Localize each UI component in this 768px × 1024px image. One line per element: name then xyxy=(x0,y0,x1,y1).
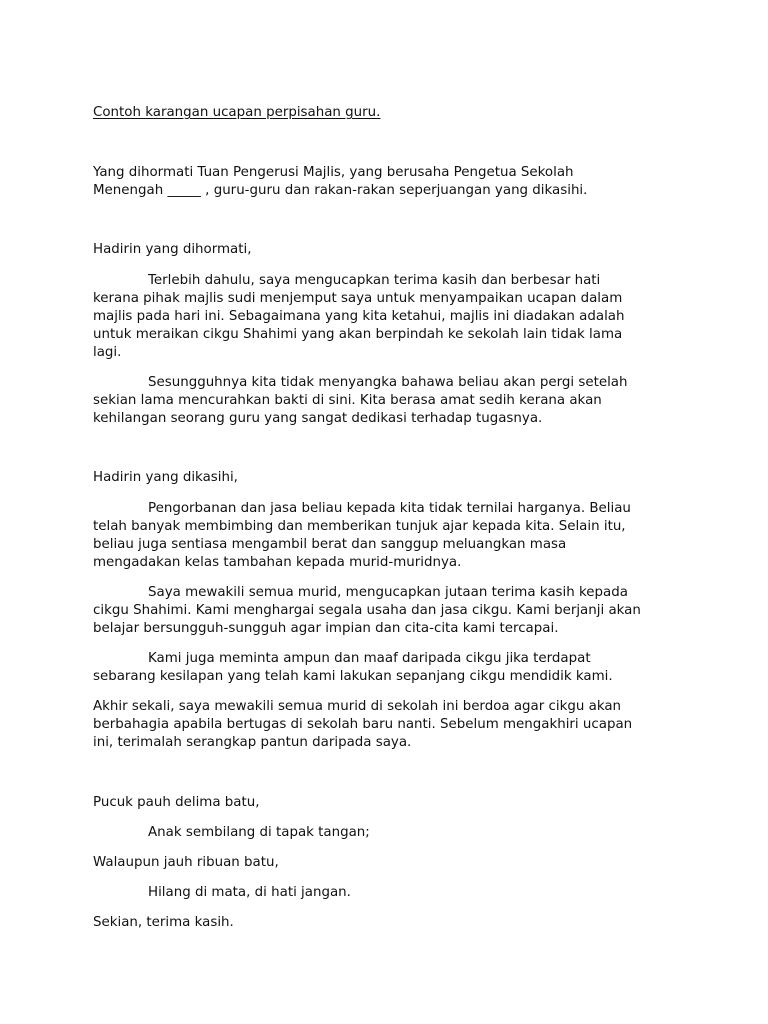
pantun-line-4: Hilang di mata, di hati jangan. xyxy=(148,885,351,900)
salutation-line-1: Yang dihormati Tuan Pengerusi Majlis, yang berusaha Pengetua Sekolah xyxy=(93,165,574,180)
document-title: Contoh karangan ucapan perpisahan guru. xyxy=(93,105,381,120)
paragraph-5-line-2: sebarang kesilapan yang telah kami lakukan sepanjang cikgu mendidik kami. xyxy=(93,669,613,684)
paragraph-1-line-3: majlis pada hari ini. Sebagaimana yang kita ketahui, majlis ini diadakan adalah xyxy=(93,309,625,324)
paragraph-3-line-4: mengadakan kelas tambahan kepada murid-muridnya. xyxy=(93,555,462,570)
greeting-1: Hadirin yang dihormati, xyxy=(93,242,252,257)
paragraph-2-line-2: sekian lama mencurahkan bakti di sini. Kita berasa amat sedih kerana akan xyxy=(93,393,602,408)
paragraph-6-line-3: ini, terimalah serangkap pantun daripada saya. xyxy=(93,735,412,750)
closing-line: Sekian, terima kasih. xyxy=(93,915,234,930)
salutation-line-2: Menengah _____ , guru-guru dan rakan-rakan seperjuangan yang dikasihi. xyxy=(93,183,588,198)
paragraph-2-line-3: kehilangan seorang guru yang sangat dedikasi terhadap tugasnya. xyxy=(93,411,543,426)
paragraph-1-line-2: kerana pihak majlis sudi menjemput saya untuk menyampaikan ucapan dalam xyxy=(93,291,623,306)
paragraph-3-line-3: beliau juga sentiasa mengambil berat dan sanggup meluangkan masa xyxy=(93,537,567,552)
paragraph-4-line-1: Saya mewakili semua murid, mengucapkan jutaan terima kasih kepada xyxy=(148,585,628,600)
paragraph-1-line-4: untuk meraikan cikgu Shahimi yang akan berpindah ke sekolah lain tidak lama xyxy=(93,327,623,342)
pantun-line-3: Walaupun jauh ribuan batu, xyxy=(93,855,279,870)
pantun-line-1: Pucuk pauh delima batu, xyxy=(93,795,260,810)
paragraph-4-line-3: belajar bersungguh-sungguh agar impian dan cita-cita kami tercapai. xyxy=(93,621,559,636)
paragraph-6-line-2: berbahagia apabila bertugas di sekolah baru nanti. Sebelum mengakhiri ucapan xyxy=(93,717,633,732)
paragraph-5-line-1: Kami juga meminta ampun dan maaf daripada cikgu jika terdapat xyxy=(148,651,591,666)
paragraph-3-line-2: telah banyak membimbing dan memberikan tunjuk ajar kepada kita. Selain itu, xyxy=(93,519,626,534)
paragraph-2-line-1: Sesungguhnya kita tidak menyangka bahawa beliau akan pergi setelah xyxy=(148,375,628,390)
paragraph-4-line-2: cikgu Shahimi. Kami menghargai segala usaha dan jasa cikgu. Kami berjanji akan xyxy=(93,603,641,618)
pantun-line-2: Anak sembilang di tapak tangan; xyxy=(148,825,370,840)
paragraph-1-line-1: Terlebih dahulu, saya mengucapkan terima kasih dan berbesar hati xyxy=(148,273,601,288)
greeting-2: Hadirin yang dikasihi, xyxy=(93,470,238,485)
paragraph-6-line-1: Akhir sekali, saya mewakili semua murid di sekolah ini berdoa agar cikgu akan xyxy=(93,699,622,714)
paragraph-1-line-5: lagi. xyxy=(93,345,122,360)
paragraph-3-line-1: Pengorbanan dan jasa beliau kepada kita tidak ternilai harganya. Beliau xyxy=(148,501,631,516)
